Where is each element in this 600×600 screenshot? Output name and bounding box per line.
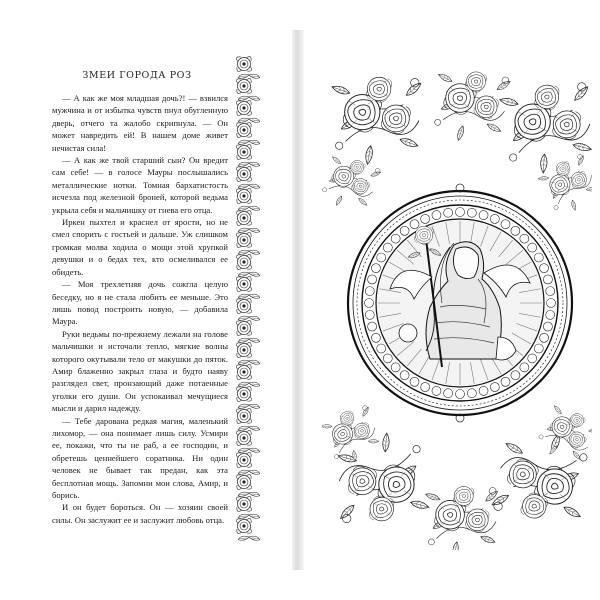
book-gutter bbox=[292, 30, 304, 570]
paragraph: И он будет бороться. Он — хозяин своей силы. Он заслужит ее и заслужит любовь отца. bbox=[52, 502, 228, 525]
floral-border-strip bbox=[234, 56, 264, 542]
medallion bbox=[348, 191, 572, 415]
paragraph: — А как же твой старший сын? Он вредит сам себе! — в голосе Мауры послышались металлические нотки. Томная бархатистость исчезла под железной броней, которой ведьма укрыла себя и мальчишку от гнева его отца. bbox=[52, 155, 228, 215]
paragraph: Руки ведьмы по-прежнему лежали на голове мальчишки и источали тепло, мягкие волны которого окутывали тело от макушки до пяток. Амир блаженно закрыл глаза и будто наяву разглядел свет, пронзающий даже потаенные уголки его души. Он успокаивал мечущиеся мысли и дарил надежду. bbox=[52, 328, 228, 414]
paragraph: — А как же моя младшая дочь?! — взвился мужчина и от избытка чувств пнул обугленную дверь, отчего та жалобо скрипнула. — Он может навредить ей! В нашем доме живет нечистая сила! bbox=[52, 93, 228, 153]
body-text bbox=[52, 92, 228, 526]
paragraph: — Тебе дарована редкая магия, маленький лихомор, — она понимает лишь силу. Усмири ее, покажи, что ты не раб, а ее господин, и обретешь ценнейшего соратника. Ни один человек не бывает так предан, как эта бесплотная мощь. Запомни мои слова, Амир, и борись. bbox=[52, 415, 228, 500]
running-header: ЗМЕИ ГОРОДА РОЗ bbox=[82, 70, 192, 81]
decorative-illustration bbox=[322, 58, 592, 550]
paragraph: — Моя трехлетняя дочь сожгла целую беседку, но я не стала любить ее меньше. Это лишь повод построить новую, — добавила Маура. bbox=[52, 279, 228, 327]
paragraph: Иркен пыхтел и краснел от ярости, но не смел спорить с гостьей и дальше. Уж слишком громкая молва ходила о мощи этой хрупкой девушки и о бедах тех, кто осмеливался ее обидеть. bbox=[52, 217, 228, 277]
